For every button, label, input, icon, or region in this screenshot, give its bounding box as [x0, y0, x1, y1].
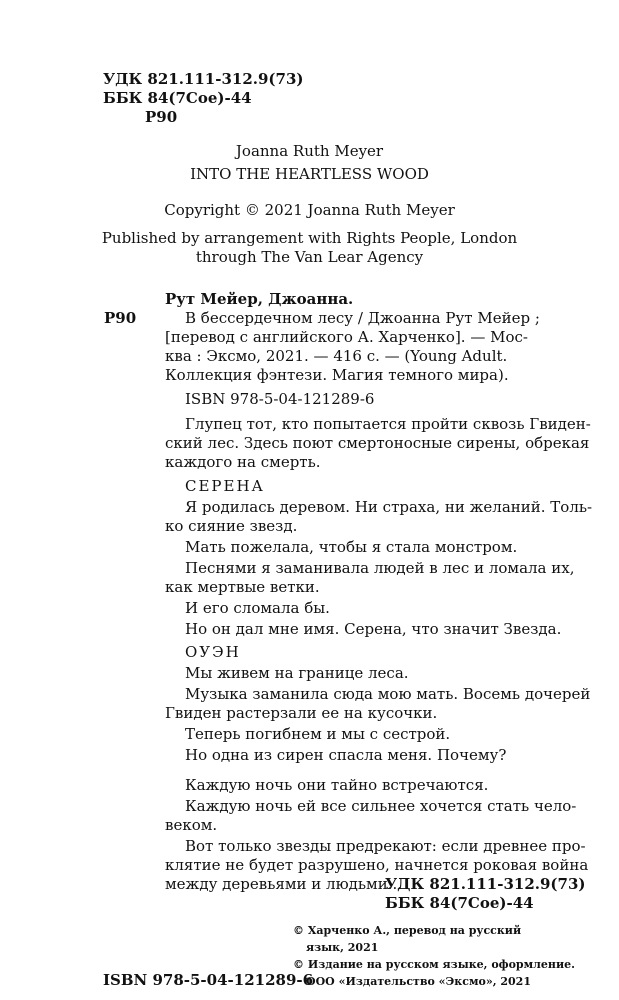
annotation-line: Музыка заманила сюда мою мать. Восемь дочерей: [185, 685, 591, 703]
bbk-code-bottom: ББК 84(7Сое)-44: [385, 894, 534, 912]
annotation-line: каждого на смерть.: [165, 453, 321, 471]
catalog-isbn: ISBN 978-5-04-121289-6: [185, 390, 375, 408]
annotation-line: Но одна из сирен спасла меня. Почему?: [185, 746, 507, 764]
copyright-translation-line-1: © Харченко А., перевод на русский: [293, 924, 522, 937]
annotation-line: Гвиден растерзали ее на кусочки.: [165, 704, 438, 722]
owen-heading: ОУЭН: [185, 643, 241, 661]
udk-code-bottom: УДК 821.111-312.9(73): [385, 875, 586, 893]
annotation-line: между деревьями и людьми...: [165, 875, 402, 893]
annotation-line: клятие не будет разрушено, начнется роковая война: [165, 856, 589, 874]
catalog-heading: Рут Мейер, Джоанна.: [165, 290, 354, 308]
annotation-line: Глупец тот, кто попытается пройти сквозь Гвиден-: [185, 415, 591, 433]
copyright-edition-line-2: ООО «Издательство «Эксмо», 2021: [306, 975, 531, 988]
copyright-translation-line-2: язык, 2021: [306, 941, 379, 954]
catalog-line: ква : Эксмо, 2021. — 416 с. — (Young Adult.: [165, 347, 508, 365]
annotation-line: Теперь погибнем и мы с сестрой.: [185, 725, 451, 743]
annotation-line: Вот только звезды предрекают: если древнее про-: [185, 837, 586, 855]
annotation-line: Каждую ночь они тайно встречаются.: [185, 776, 489, 794]
author-mark-top: Р90: [145, 108, 178, 126]
original-copyright: Copyright © 2021 Joanna Ruth Meyer: [164, 201, 455, 219]
catalog-mark: Р90: [104, 309, 137, 327]
annotation-line: Мы живем на границе леса.: [185, 664, 409, 682]
annotation-line: Песнями я заманивала людей в лес и ломала их,: [185, 559, 575, 577]
annotation-line: Мать пожелала, чтобы я стала монстром.: [185, 538, 518, 556]
catalog-line: В бессердечном лесу / Джоанна Рут Мейер ;: [185, 309, 540, 327]
serena-heading: СЕРЕНА: [185, 477, 265, 495]
annotation-line: веком.: [165, 816, 218, 834]
annotation-line: как мертвые ветки.: [165, 578, 320, 596]
footer-isbn: ISBN 978-5-04-121289-6: [103, 971, 314, 989]
annotation-line: И его сломала бы.: [185, 599, 330, 617]
annotation-line: Но он дал мне имя. Серена, что значит Звезда.: [185, 620, 562, 638]
original-title: INTO THE HEARTLESS WOOD: [190, 165, 429, 183]
udk-code-top: УДК 821.111-312.9(73): [103, 70, 304, 88]
arrangement-line-2: through The Van Lear Agency: [195, 248, 424, 266]
annotation-line: Каждую ночь ей все сильнее хочется стать чело-: [185, 797, 577, 815]
catalog-line: [перевод с английского А. Харченко]. — Мос-: [165, 328, 528, 346]
bbk-code-top: ББК 84(7Сое)-44: [103, 89, 252, 107]
annotation-line: ский лес. Здесь поют смертоносные сирены, обрекая: [165, 434, 590, 452]
annotation-line: Я родилась деревом. Ни страха, ни желаний. Толь-: [185, 498, 593, 516]
catalog-line: Коллекция фэнтези. Магия темного мира).: [165, 366, 509, 384]
copyright-edition-line-1: © Издание на русском языке, оформление.: [293, 958, 575, 971]
original-author: Joanna Ruth Meyer: [235, 142, 384, 160]
arrangement-line-1: Published by arrangement with Rights People, London: [101, 229, 518, 247]
annotation-line: ко сияние звезд.: [165, 517, 298, 535]
